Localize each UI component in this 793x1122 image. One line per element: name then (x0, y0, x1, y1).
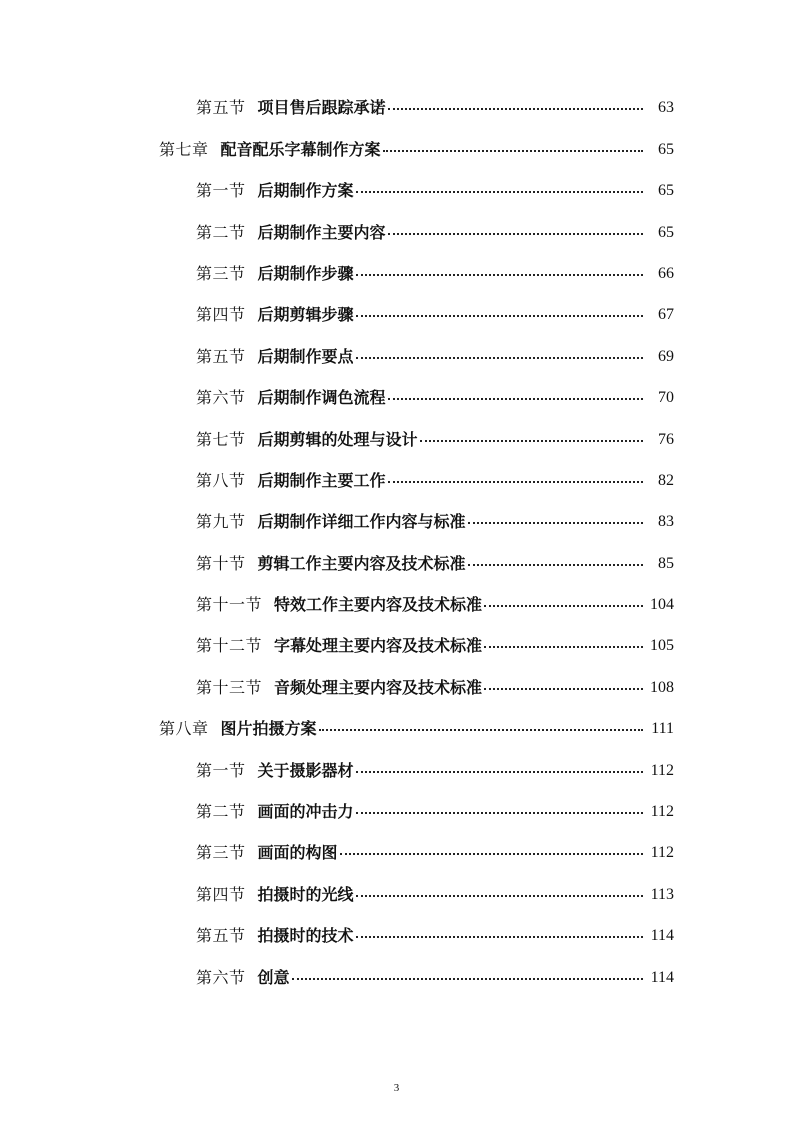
toc-entry-number: 第十节 (196, 553, 246, 573)
toc-section-entry[interactable] (0, 751, 793, 792)
toc-entry-number: 第八节 (196, 470, 246, 490)
toc-entry-title: 特效工作主要内容及技术标准 (274, 595, 483, 615)
toc-section-entry[interactable] (0, 379, 793, 420)
toc-section-entry[interactable] (0, 213, 793, 254)
toc-section-entry[interactable] (0, 627, 793, 668)
toc-dot-leader (388, 398, 643, 400)
toc-entry-title: 字幕处理主要内容及技术标准 (274, 636, 483, 656)
toc-entry-title: 后期制作方案 (257, 181, 354, 201)
toc-entry-title: 关于摄影器材 (257, 760, 354, 780)
toc-entry-title: 后期制作详细工作内容与标准 (257, 512, 466, 532)
toc-entry-title: 后期制作主要工作 (257, 470, 386, 490)
toc-dot-leader (356, 315, 643, 317)
toc-section-entry[interactable] (0, 255, 793, 296)
toc-entry-title: 剪辑工作主要内容及技术标准 (257, 553, 466, 573)
toc-section-entry[interactable] (0, 337, 793, 378)
toc-page-number: 104 (650, 596, 674, 614)
toc-page-number: 114 (650, 968, 674, 986)
toc-entry-number: 第八章 (159, 719, 209, 739)
toc-dot-leader (292, 978, 643, 980)
toc-entry-number: 第一节 (196, 760, 246, 780)
toc-page-number: 108 (650, 678, 674, 696)
toc-section-entry[interactable] (0, 89, 793, 130)
toc-entry-number: 第二节 (196, 222, 246, 242)
toc-dot-leader (484, 688, 643, 690)
toc-section-entry[interactable] (0, 793, 793, 834)
toc-dot-leader (356, 274, 643, 276)
toc-page-number: 65 (658, 182, 674, 200)
toc-section-entry[interactable] (0, 544, 793, 585)
toc-dot-leader (388, 233, 643, 235)
toc-page-number: 113 (650, 885, 674, 903)
toc-page-number: 76 (658, 430, 674, 448)
toc-entry-number: 第七节 (196, 429, 246, 449)
table-of-contents (0, 89, 793, 1000)
toc-entry-title: 拍摄时的技术 (257, 926, 354, 946)
toc-entry-number: 第一节 (196, 181, 246, 201)
toc-section-entry[interactable] (0, 917, 793, 958)
toc-page-number: 111 (651, 720, 674, 738)
toc-dot-leader (356, 191, 643, 193)
toc-entry-title: 后期剪辑步骤 (257, 305, 354, 325)
toc-section-entry[interactable] (0, 834, 793, 875)
toc-section-entry[interactable] (0, 875, 793, 916)
toc-entry-title: 后期剪辑的处理与设计 (257, 429, 418, 449)
toc-dot-leader (420, 440, 643, 442)
toc-entry-number: 第四节 (196, 305, 246, 325)
toc-dot-leader (383, 150, 643, 152)
toc-entry-title: 拍摄时的光线 (257, 884, 354, 904)
toc-section-entry[interactable] (0, 668, 793, 709)
toc-entry-number: 第六节 (196, 967, 246, 987)
toc-page-number: 112 (650, 844, 674, 862)
toc-entry-title: 创意 (257, 967, 290, 987)
toc-page-number: 67 (658, 306, 674, 324)
toc-section-entry[interactable] (0, 958, 793, 999)
toc-entry-title: 后期制作步骤 (257, 263, 354, 283)
toc-entry-title: 音频处理主要内容及技术标准 (274, 677, 483, 697)
toc-entry-number: 第五节 (196, 98, 246, 118)
toc-entry-number: 第十二节 (196, 636, 263, 656)
toc-page-number: 65 (658, 223, 674, 241)
toc-dot-leader (468, 564, 643, 566)
toc-entry-title: 后期制作主要内容 (257, 222, 386, 242)
toc-dot-leader (484, 605, 643, 607)
toc-page-number: 66 (658, 264, 674, 282)
toc-page-number: 112 (650, 761, 674, 779)
toc-page-number: 65 (658, 140, 674, 158)
toc-page-number: 112 (650, 803, 674, 821)
toc-entry-title: 后期制作调色流程 (257, 388, 386, 408)
toc-section-entry[interactable] (0, 462, 793, 503)
toc-entry-number: 第七章 (159, 139, 209, 159)
toc-page-number: 82 (658, 471, 674, 489)
toc-section-entry[interactable] (0, 296, 793, 337)
toc-dot-leader (319, 729, 643, 731)
toc-section-entry[interactable] (0, 172, 793, 213)
toc-section-entry[interactable] (0, 420, 793, 461)
toc-dot-leader (340, 853, 643, 855)
toc-page-number: 63 (658, 99, 674, 117)
toc-entry-number: 第三节 (196, 263, 246, 283)
toc-dot-leader (356, 357, 643, 359)
toc-entry-number: 第三节 (196, 843, 246, 863)
toc-entry-title: 画面的构图 (257, 843, 338, 863)
toc-entry-number: 第六节 (196, 388, 246, 408)
toc-dot-leader (356, 895, 643, 897)
toc-section-entry[interactable] (0, 586, 793, 627)
toc-dot-leader (468, 522, 643, 524)
toc-dot-leader (356, 812, 643, 814)
toc-entry-number: 第十一节 (196, 595, 263, 615)
toc-section-entry[interactable] (0, 503, 793, 544)
toc-page-number: 114 (650, 927, 674, 945)
toc-entry-number: 第二节 (196, 802, 246, 822)
toc-page-number: 85 (658, 554, 674, 572)
toc-entry-number: 第五节 (196, 926, 246, 946)
toc-chapter-entry[interactable] (0, 130, 793, 171)
toc-page-number: 83 (658, 513, 674, 531)
toc-dot-leader (484, 646, 643, 648)
toc-entry-title: 后期制作要点 (257, 346, 354, 366)
toc-entry-title: 配音配乐字幕制作方案 (220, 139, 381, 159)
toc-entry-number: 第四节 (196, 884, 246, 904)
toc-dot-leader (356, 771, 643, 773)
toc-entry-title: 项目售后跟踪承诺 (257, 98, 386, 118)
page-number-footer: 3 (393, 1082, 400, 1094)
toc-dot-leader (388, 481, 643, 483)
toc-entry-number: 第五节 (196, 346, 246, 366)
toc-dot-leader (388, 108, 643, 110)
toc-chapter-entry[interactable] (0, 710, 793, 751)
toc-entry-number: 第九节 (196, 512, 246, 532)
toc-entry-title: 图片拍摄方案 (220, 719, 317, 739)
toc-page-number: 70 (658, 389, 674, 407)
toc-page-number: 105 (650, 637, 674, 655)
toc-page-number: 69 (658, 347, 674, 365)
toc-dot-leader (356, 936, 643, 938)
toc-entry-number: 第十三节 (196, 677, 263, 697)
toc-entry-title: 画面的冲击力 (257, 802, 354, 822)
